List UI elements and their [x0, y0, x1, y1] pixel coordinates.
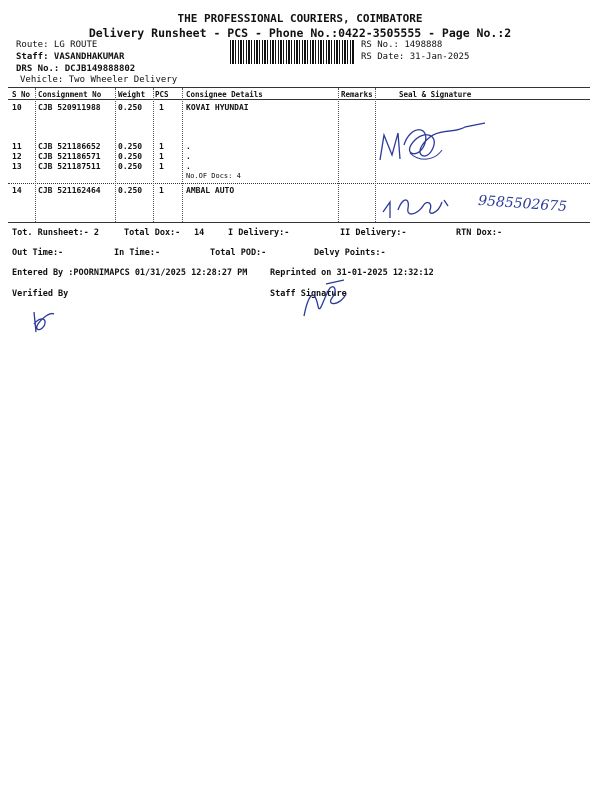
- total-pod-label: Total POD:-: [210, 248, 267, 258]
- col-divider: [182, 88, 183, 222]
- table-header-border: [8, 99, 590, 100]
- total-dox-value: 14: [194, 228, 205, 238]
- ii-delivery-label: II Delivery:-: [340, 228, 407, 238]
- col-divider: [115, 88, 116, 222]
- table-row-pcs: 1: [159, 142, 164, 151]
- table-row-sno: 14: [12, 186, 22, 195]
- route-label: Route: LG ROUTE: [16, 40, 98, 50]
- verifier-signature-image: [28, 306, 58, 336]
- staff-label: Staff: VASANDHAKUMAR: [16, 52, 125, 62]
- table-row-pcs: 1: [159, 162, 164, 171]
- table-row-weight: 0.250: [118, 152, 143, 161]
- verified-by-label: Verified By: [12, 289, 69, 299]
- rs-date: RS Date: 31-Jan-2025: [361, 52, 470, 62]
- entered-by-label: Entered By :POORNIMAPCS 01/31/2025 12:28:27 PM: [12, 268, 248, 278]
- handwritten-phone-number: 9585502675: [477, 192, 568, 216]
- table-row-details: .: [186, 152, 191, 161]
- table-row-pcs: 1: [159, 152, 164, 161]
- runsheet-subtitle: Delivery Runsheet - PCS - Phone No.:0422-3505555 - Page No.:2: [88, 26, 512, 40]
- rs-number: RS No.: 1498888: [361, 40, 443, 50]
- table-row-consignment: CJB 521186571: [38, 152, 101, 161]
- col-header-consignee: Consignee Details: [186, 90, 263, 99]
- table-row-sno: 10: [12, 103, 22, 112]
- table-row-details: .: [186, 162, 191, 171]
- col-divider: [35, 88, 36, 222]
- col-header-pcs: PCS: [155, 90, 169, 99]
- in-time-label: In Time:-: [114, 248, 161, 258]
- table-row-sno: 11: [12, 142, 22, 151]
- col-divider: [153, 88, 154, 222]
- table-row-consignment: CJB 521187511: [38, 162, 101, 171]
- table-row-details: KOVAI HYUNDAI: [186, 103, 249, 112]
- col-header-remarks: Remarks: [341, 90, 373, 99]
- rtn-dox-label: RTN Dox:-: [456, 228, 503, 238]
- reprinted-label: Reprinted on 31-01-2025 12:32:12: [270, 268, 434, 278]
- col-header-weight: Weight: [118, 90, 146, 99]
- barcode-image: [230, 40, 355, 64]
- staff-signature-image: [296, 276, 356, 324]
- table-row-weight: 0.250: [118, 186, 143, 195]
- col-header-consignment: Consignment No: [38, 90, 102, 99]
- total-dox-label: Total Dox:-: [124, 228, 181, 238]
- row-divider: [8, 183, 590, 184]
- table-row-weight: 0.250: [118, 142, 143, 151]
- i-delivery-label: I Delivery:-: [228, 228, 290, 238]
- staff-signature-label: Staff Signature: [270, 289, 347, 299]
- table-row-sno: 12: [12, 152, 22, 161]
- table-row-pcs: 1: [159, 103, 164, 112]
- table-row-consignment: CJB 520911988: [38, 103, 101, 112]
- table-row-sno: 13: [12, 162, 22, 171]
- handwritten-signature-image: [370, 115, 500, 175]
- tot-runsheet-label: Tot. Runsheet:- 2: [12, 228, 99, 238]
- table-row-consignment: CJB 521162464: [38, 186, 101, 195]
- table-row-weight: 0.250: [118, 162, 143, 171]
- drs-number: DRS No.: DCJB149888802: [16, 64, 136, 74]
- col-divider: [338, 88, 339, 222]
- delvy-points-label: Delvy Points:-: [314, 248, 386, 258]
- table-row-details: .: [186, 142, 191, 151]
- col-header-seal: Seal & Signature: [399, 90, 472, 99]
- col-header-sno: S No: [12, 90, 31, 99]
- out-time-label: Out Time:-: [12, 248, 64, 258]
- table-row-weight: 0.250: [118, 103, 143, 112]
- company-title: THE PROFESSIONAL COURIERS, COIMBATORE: [177, 12, 423, 25]
- docs-count-note: No.OF Docs: 4: [186, 172, 241, 180]
- table-top-border: [8, 87, 590, 88]
- table-row-consignment: CJB 521186652: [38, 142, 101, 151]
- vehicle-label: Vehicle: Two Wheeler Delivery: [20, 75, 178, 85]
- table-row-details: AMBAL AUTO: [186, 186, 235, 195]
- table-row-pcs: 1: [159, 186, 164, 195]
